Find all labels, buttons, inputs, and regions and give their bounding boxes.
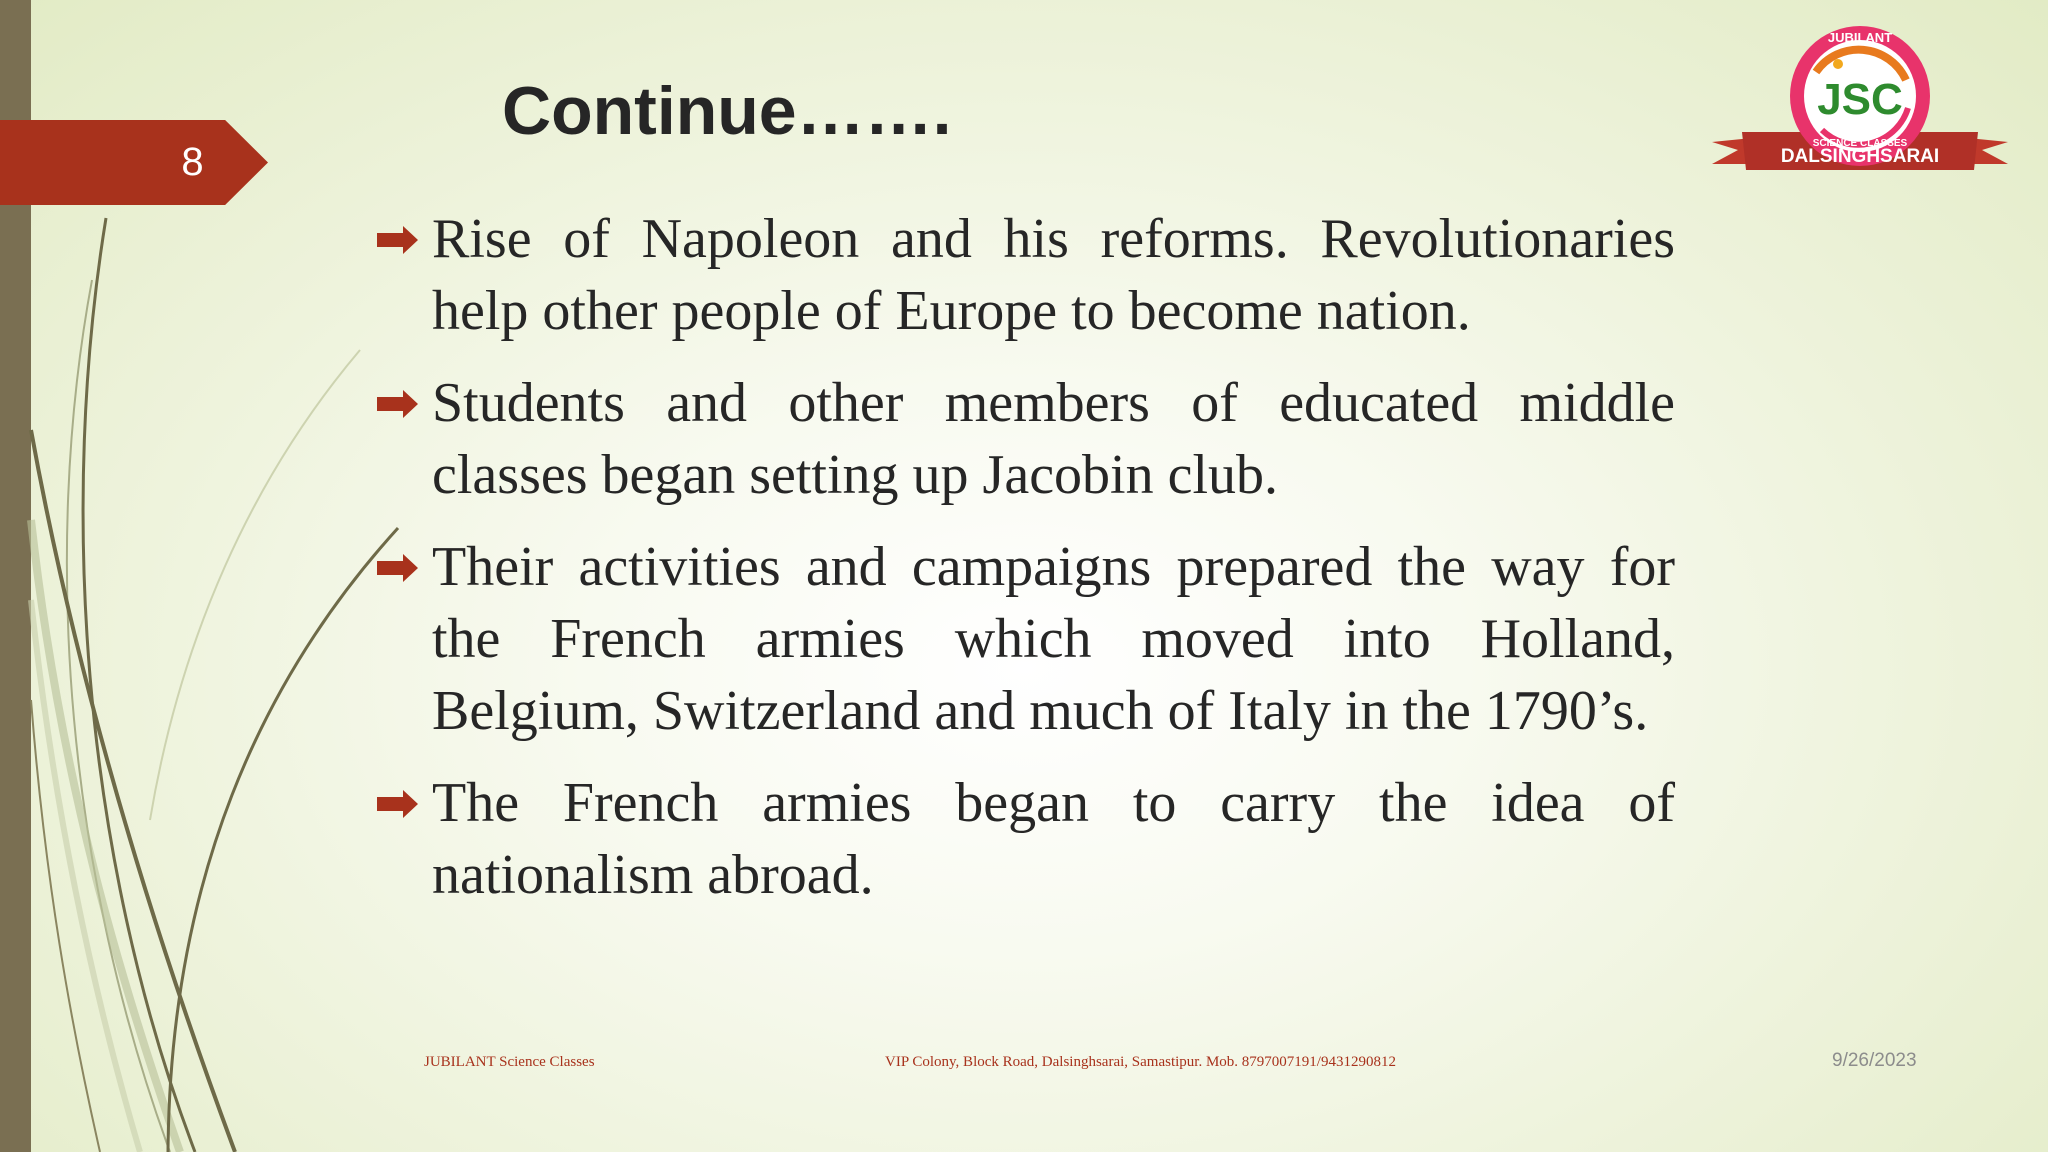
arrow-right-icon xyxy=(375,389,419,419)
arrow-right-icon xyxy=(375,553,419,583)
bullet-list xyxy=(375,203,1675,931)
arrow-right-icon xyxy=(375,789,419,819)
jsc-logo xyxy=(1712,22,2008,202)
slide-number: 8 xyxy=(181,140,204,184)
bullet-text: The French armies began to carry the idea of nationalism abroad. xyxy=(432,772,1675,906)
bullet-item xyxy=(375,767,1675,911)
bullet-text: Rise of Napoleon and his reforms. Revolutionaries help other people of Europe to become nation. xyxy=(432,208,1675,342)
logo-banner-text: DALSINGHSARAI xyxy=(1780,146,1940,167)
footer-organization: JUBILANT Science Classes xyxy=(424,1054,595,1070)
bullet-text: Their activities and campaigns prepared the way for the French armies which moved into Holland, Belgium, Switzerland and much of Italy in the 1790’s. xyxy=(432,536,1675,742)
arrow-right-icon xyxy=(375,225,419,255)
logo-initials: JSC xyxy=(1817,75,1903,124)
footer-address: VIP Colony, Block Road, Dalsinghsarai, Samastipur. Mob. 8797007191/9431290812 xyxy=(885,1054,1396,1070)
logo-arc-text: SCIENCE CLASSES xyxy=(1812,138,1908,149)
bullet-text: Students and other members of educated middle classes began setting up Jacobin club. xyxy=(432,372,1675,506)
slide-title: Continue……. xyxy=(502,73,952,149)
logo-top-text: JUBILANT xyxy=(1827,30,1893,45)
slide-number-tag xyxy=(0,120,268,205)
bullet-item xyxy=(375,203,1675,347)
bullet-item xyxy=(375,531,1675,747)
bullet-item xyxy=(375,367,1675,511)
footer-date: 9/26/2023 xyxy=(1832,1050,1917,1071)
